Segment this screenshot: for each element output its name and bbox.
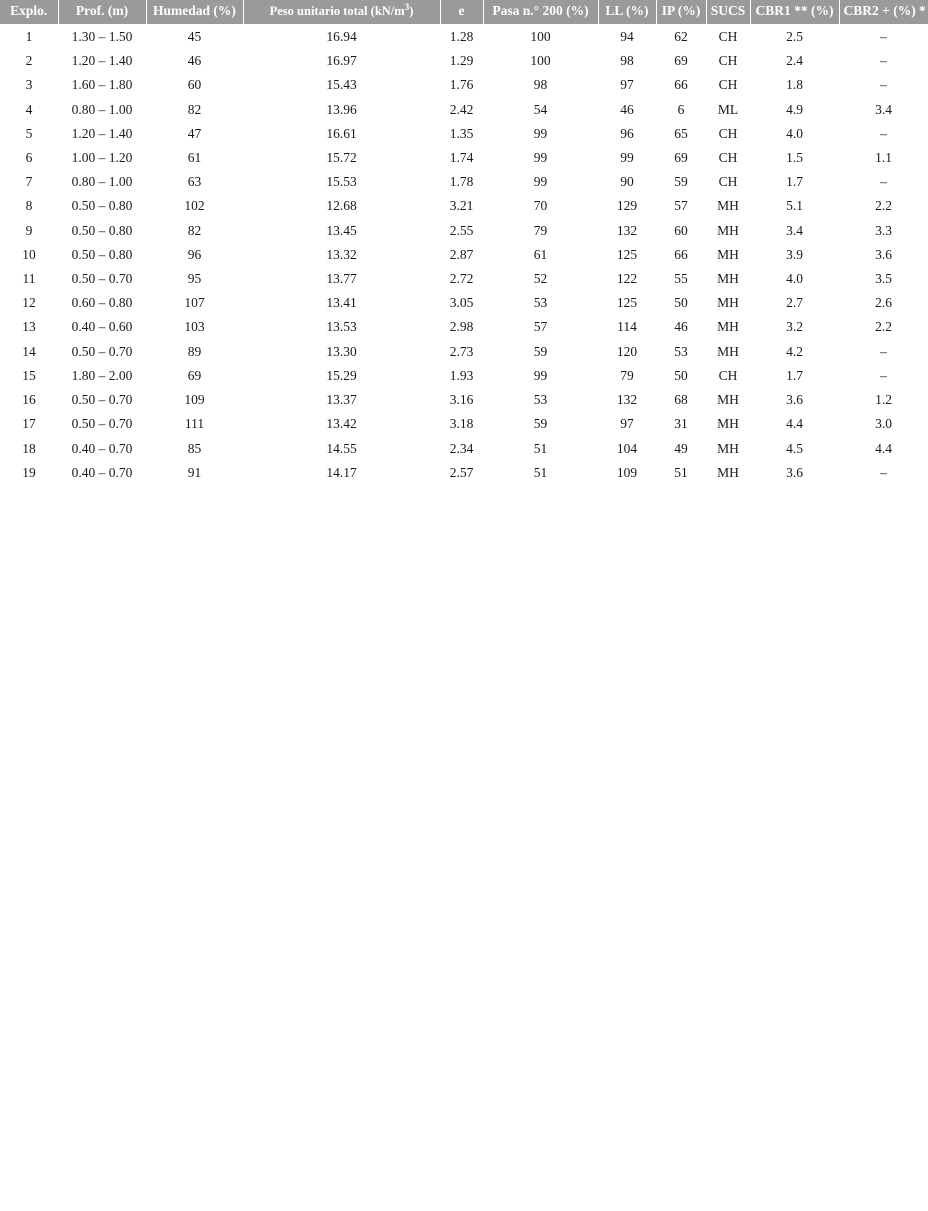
cell-humedad: 102 xyxy=(184,198,205,214)
column-header-humedad-label: Humedad (%) xyxy=(153,3,236,18)
cell-ip: 66 xyxy=(674,246,688,262)
cell-ip: 49 xyxy=(674,440,688,456)
table-row xyxy=(0,24,928,49)
cell-e: 1.93 xyxy=(449,367,474,383)
cell-peso: 12.68 xyxy=(326,198,357,214)
cell-cbr1: 1.7 xyxy=(786,367,803,383)
cell-cbr2: – xyxy=(880,464,887,480)
cell-humedad: 47 xyxy=(187,125,202,141)
cell-cbr2: – xyxy=(880,28,887,44)
cell-ip: 50 xyxy=(674,367,688,383)
cell-ll: 125 xyxy=(616,246,638,262)
cell-ll: 97 xyxy=(620,416,634,432)
column-header-ip-label: IP (%) xyxy=(661,3,701,18)
column-header-ip xyxy=(656,0,706,24)
column-header-cbr2-label: CBR2 + (%) * xyxy=(843,3,926,18)
table-row xyxy=(0,315,928,339)
cell-explo: 18 xyxy=(22,440,36,456)
cell-ll: 132 xyxy=(616,392,638,408)
table-row xyxy=(0,243,928,267)
cell-cbr2: 2.2 xyxy=(875,198,892,214)
cell-ll: 125 xyxy=(616,295,638,311)
cell-ip: 46 xyxy=(674,319,688,335)
column-header-cbr2 xyxy=(839,0,928,24)
cell-sucs: MH xyxy=(717,343,739,359)
cell-pasa: 99 xyxy=(533,125,548,141)
cell-ip: 69 xyxy=(674,53,688,69)
column-header-e xyxy=(440,0,483,24)
cell-ip: 55 xyxy=(674,271,688,287)
column-header-ll xyxy=(598,0,656,24)
column-header-peso-label-tail: ) xyxy=(409,3,414,18)
cell-explo: 19 xyxy=(22,464,36,480)
cell-ip: 6 xyxy=(677,101,685,117)
cell-humedad: 109 xyxy=(184,392,205,408)
cell-e: 1.35 xyxy=(449,125,474,141)
cell-cbr1: 4.2 xyxy=(786,343,803,359)
table-row xyxy=(0,461,928,485)
header-row xyxy=(0,0,928,24)
cell-sucs: MH xyxy=(717,295,739,311)
cell-prof: 0.50 – 0.80 xyxy=(71,222,133,238)
cell-ll: 46 xyxy=(620,101,634,117)
cell-e: 1.29 xyxy=(449,53,474,69)
cell-e: 3.16 xyxy=(449,392,474,408)
cell-pasa: 59 xyxy=(533,416,548,432)
column-header-explo xyxy=(0,0,58,24)
cell-explo: 13 xyxy=(22,319,36,335)
cell-sucs: MH xyxy=(717,392,739,408)
table-row xyxy=(0,267,928,291)
cell-ll: 120 xyxy=(616,343,638,359)
cell-ip: 69 xyxy=(674,149,688,165)
cell-prof: 1.30 – 1.50 xyxy=(71,28,133,44)
cell-peso: 14.17 xyxy=(326,464,357,480)
cell-cbr2: – xyxy=(880,53,887,69)
cell-prof: 0.50 – 0.70 xyxy=(71,343,133,359)
table-row xyxy=(0,388,928,412)
table-header xyxy=(0,0,928,24)
cell-prof: 0.40 – 0.60 xyxy=(71,319,133,335)
cell-pasa: 100 xyxy=(530,28,551,44)
cell-humedad: 111 xyxy=(184,416,205,432)
cell-cbr1: 3.6 xyxy=(786,464,803,480)
cell-ll: 96 xyxy=(620,125,634,141)
cell-peso: 13.96 xyxy=(326,101,357,117)
cell-pasa: 53 xyxy=(533,295,548,311)
soil-properties-table xyxy=(0,0,928,485)
cell-peso: 13.41 xyxy=(326,295,357,311)
cell-e: 2.73 xyxy=(449,343,474,359)
cell-pasa: 99 xyxy=(533,174,548,190)
cell-ll: 122 xyxy=(616,271,638,287)
cell-peso: 13.53 xyxy=(326,319,357,335)
cell-cbr2: 4.4 xyxy=(875,440,892,456)
cell-humedad: 60 xyxy=(187,77,202,93)
cell-humedad: 85 xyxy=(187,440,202,456)
cell-explo: 12 xyxy=(22,295,36,311)
cell-humedad: 82 xyxy=(187,101,202,117)
cell-cbr1: 2.4 xyxy=(786,53,803,69)
cell-cbr1: 4.9 xyxy=(786,101,803,117)
cell-humedad: 69 xyxy=(187,367,202,383)
cell-explo: 11 xyxy=(22,271,36,287)
table-row xyxy=(0,73,928,97)
cell-ip: 31 xyxy=(674,416,688,432)
cell-e: 1.76 xyxy=(449,77,474,93)
column-header-prof xyxy=(58,0,146,24)
cell-pasa: 53 xyxy=(533,392,548,408)
cell-explo: 9 xyxy=(25,222,33,238)
column-header-cbr1 xyxy=(750,0,839,24)
cell-ll: 104 xyxy=(616,440,638,456)
cell-pasa: 99 xyxy=(533,149,548,165)
column-header-pasa-label: Pasa n.° 200 (%) xyxy=(492,3,589,18)
cell-humedad: 63 xyxy=(187,174,202,190)
table-body xyxy=(0,24,928,485)
cell-explo: 1 xyxy=(25,28,33,44)
cell-prof: 1.80 – 2.00 xyxy=(71,367,133,383)
cell-sucs: CH xyxy=(718,174,738,190)
cell-cbr1: 2.5 xyxy=(786,28,803,44)
cell-sucs: MH xyxy=(717,319,739,335)
cell-cbr2: 3.3 xyxy=(875,222,892,238)
cell-prof: 0.50 – 0.80 xyxy=(71,246,133,262)
column-header-peso-exponent: 3 xyxy=(404,1,410,12)
cell-humedad: 89 xyxy=(187,343,202,359)
table-row xyxy=(0,291,928,315)
cell-peso: 13.37 xyxy=(326,392,357,408)
table-row xyxy=(0,170,928,194)
cell-cbr1: 3.4 xyxy=(786,222,803,238)
cell-e: 2.42 xyxy=(449,101,474,117)
cell-ip: 59 xyxy=(674,174,688,190)
cell-cbr1: 3.6 xyxy=(786,392,803,408)
cell-cbr1: 3.2 xyxy=(786,319,803,335)
cell-ip: 60 xyxy=(674,222,688,238)
cell-cbr2: 3.5 xyxy=(875,271,892,287)
cell-sucs: MH xyxy=(717,246,739,262)
cell-ll: 129 xyxy=(616,198,638,214)
cell-e: 2.57 xyxy=(449,464,474,480)
cell-ip: 50 xyxy=(674,295,688,311)
cell-e: 2.98 xyxy=(449,319,474,335)
table-row xyxy=(0,364,928,388)
cell-sucs: CH xyxy=(718,149,738,165)
cell-peso: 13.45 xyxy=(326,222,357,238)
cell-prof: 0.60 – 0.80 xyxy=(71,295,133,311)
cell-pasa: 51 xyxy=(533,440,548,456)
column-header-peso xyxy=(243,0,440,24)
cell-peso: 13.77 xyxy=(326,271,357,287)
cell-cbr1: 4.5 xyxy=(786,440,803,456)
cell-ip: 68 xyxy=(674,392,688,408)
cell-cbr2: 3.4 xyxy=(875,101,892,117)
cell-explo: 2 xyxy=(25,53,33,69)
cell-cbr2: 2.2 xyxy=(875,319,892,335)
cell-peso: 16.97 xyxy=(326,53,357,69)
cell-peso: 16.61 xyxy=(326,125,357,141)
cell-pasa: 54 xyxy=(533,101,548,117)
cell-peso: 14.55 xyxy=(326,440,357,456)
cell-sucs: CH xyxy=(718,77,738,93)
table-row xyxy=(0,122,928,146)
cell-explo: 6 xyxy=(25,149,33,165)
column-header-humedad xyxy=(146,0,243,24)
cell-prof: 0.50 – 0.70 xyxy=(71,392,133,408)
cell-ll: 114 xyxy=(617,319,637,335)
table-row xyxy=(0,437,928,461)
cell-prof: 1.00 – 1.20 xyxy=(71,149,133,165)
cell-prof: 1.60 – 1.80 xyxy=(71,77,133,93)
cell-cbr2: 3.0 xyxy=(875,416,892,432)
cell-cbr1: 1.7 xyxy=(786,174,803,190)
cell-humedad: 103 xyxy=(184,319,205,335)
cell-sucs: CH xyxy=(718,53,738,69)
cell-cbr2: – xyxy=(880,343,887,359)
cell-sucs: MH xyxy=(717,464,739,480)
cell-ll: 109 xyxy=(616,464,638,480)
cell-cbr1: 4.4 xyxy=(786,416,803,432)
cell-peso: 15.53 xyxy=(326,174,357,190)
cell-ip: 62 xyxy=(674,28,688,44)
cell-cbr1: 1.5 xyxy=(786,149,803,165)
cell-cbr2: – xyxy=(880,77,887,93)
cell-peso: 15.43 xyxy=(326,77,357,93)
cell-cbr2: 1.1 xyxy=(875,149,892,165)
cell-explo: 4 xyxy=(25,101,33,117)
cell-peso: 15.72 xyxy=(326,149,357,165)
cell-peso: 16.94 xyxy=(326,28,357,44)
column-header-cbr1-label: CBR1 ** (%) xyxy=(755,3,834,18)
cell-sucs: MH xyxy=(717,198,739,214)
cell-cbr1: 2.7 xyxy=(786,295,803,311)
cell-prof: 1.20 – 1.40 xyxy=(71,53,133,69)
cell-explo: 8 xyxy=(25,198,33,214)
cell-ll: 79 xyxy=(620,367,634,383)
cell-pasa: 79 xyxy=(533,222,548,238)
cell-humedad: 107 xyxy=(184,295,205,311)
cell-humedad: 96 xyxy=(187,246,202,262)
cell-humedad: 82 xyxy=(187,222,202,238)
cell-cbr2: – xyxy=(880,174,887,190)
cell-cbr1: 4.0 xyxy=(786,125,803,141)
cell-sucs: CH xyxy=(718,28,738,44)
cell-humedad: 91 xyxy=(187,464,202,480)
cell-explo: 3 xyxy=(25,77,33,93)
cell-prof: 0.80 – 1.00 xyxy=(71,101,133,117)
cell-ip: 65 xyxy=(674,125,688,141)
cell-peso: 13.30 xyxy=(326,343,357,359)
cell-prof: 0.50 – 0.80 xyxy=(71,198,133,214)
cell-pasa: 52 xyxy=(533,271,548,287)
cell-pasa: 61 xyxy=(533,246,548,262)
table-row xyxy=(0,412,928,436)
cell-cbr2: 1.2 xyxy=(875,392,892,408)
cell-e: 1.28 xyxy=(449,28,474,44)
cell-explo: 14 xyxy=(22,343,36,359)
cell-ip: 66 xyxy=(674,77,688,93)
table-row xyxy=(0,146,928,170)
cell-e: 2.55 xyxy=(449,222,474,238)
cell-pasa: 98 xyxy=(533,77,548,93)
column-header-ll-label: LL (%) xyxy=(605,3,649,18)
cell-e: 1.74 xyxy=(449,149,474,165)
column-header-e-label: e xyxy=(458,3,465,18)
cell-cbr2: – xyxy=(880,125,887,141)
table-row xyxy=(0,98,928,122)
column-header-explo-label: Explo. xyxy=(10,3,48,18)
cell-sucs: CH xyxy=(718,125,738,141)
cell-e: 2.72 xyxy=(449,271,474,287)
cell-humedad: 95 xyxy=(187,271,202,287)
cell-explo: 5 xyxy=(25,125,33,141)
cell-sucs: CH xyxy=(718,367,738,383)
column-header-peso-label: Peso unitario total (kN/m xyxy=(269,3,405,18)
cell-sucs: MH xyxy=(717,222,739,238)
column-header-sucs-label: SUCS xyxy=(710,3,746,18)
cell-prof: 0.40 – 0.70 xyxy=(71,440,133,456)
table-row xyxy=(0,340,928,364)
cell-explo: 7 xyxy=(25,174,33,190)
cell-cbr1: 5.1 xyxy=(786,198,803,214)
cell-ll: 97 xyxy=(620,77,634,93)
cell-ll: 94 xyxy=(620,28,634,44)
cell-e: 2.34 xyxy=(449,440,474,456)
column-header-prof-label: Prof. (m) xyxy=(75,3,129,18)
cell-ll: 90 xyxy=(620,174,634,190)
cell-cbr1: 3.9 xyxy=(786,246,803,262)
cell-peso: 13.42 xyxy=(326,416,357,432)
cell-pasa: 57 xyxy=(533,319,548,335)
table-row xyxy=(0,194,928,218)
cell-pasa: 99 xyxy=(533,367,548,383)
cell-e: 2.87 xyxy=(449,246,474,262)
cell-prof: 0.40 – 0.70 xyxy=(71,464,133,480)
cell-prof: 0.50 – 0.70 xyxy=(71,416,133,432)
cell-e: 3.05 xyxy=(449,295,474,311)
cell-explo: 10 xyxy=(22,246,36,262)
cell-ll: 98 xyxy=(620,53,634,69)
cell-pasa: 51 xyxy=(533,464,548,480)
column-header-sucs xyxy=(706,0,750,24)
cell-sucs: MH xyxy=(717,440,739,456)
cell-explo: 16 xyxy=(22,392,36,408)
cell-pasa: 70 xyxy=(533,198,548,214)
cell-prof: 1.20 – 1.40 xyxy=(71,125,133,141)
cell-cbr1: 4.0 xyxy=(786,271,803,287)
cell-ll: 132 xyxy=(616,222,638,238)
cell-ip: 51 xyxy=(674,464,688,480)
cell-humedad: 46 xyxy=(187,53,202,69)
cell-ll: 99 xyxy=(620,149,634,165)
cell-sucs: MH xyxy=(717,271,739,287)
cell-humedad: 61 xyxy=(187,149,202,165)
cell-sucs: ML xyxy=(717,101,739,117)
cell-e: 3.18 xyxy=(449,416,474,432)
cell-cbr2: – xyxy=(880,367,887,383)
cell-cbr2: 3.6 xyxy=(875,246,892,262)
cell-cbr1: 1.8 xyxy=(786,77,803,93)
cell-e: 1.78 xyxy=(449,174,474,190)
cell-peso: 13.32 xyxy=(326,246,357,262)
cell-prof: 0.50 – 0.70 xyxy=(71,271,133,287)
cell-ip: 57 xyxy=(674,198,688,214)
cell-cbr2: 2.6 xyxy=(875,295,892,311)
table-row xyxy=(0,49,928,73)
column-header-pasa xyxy=(483,0,598,24)
cell-peso: 15.29 xyxy=(326,367,357,383)
cell-pasa: 100 xyxy=(530,53,551,69)
cell-sucs: MH xyxy=(717,416,739,432)
table-row xyxy=(0,219,928,243)
cell-pasa: 59 xyxy=(533,343,548,359)
cell-prof: 0.80 – 1.00 xyxy=(71,174,133,190)
cell-explo: 17 xyxy=(22,416,36,432)
cell-e: 3.21 xyxy=(449,198,474,214)
cell-ip: 53 xyxy=(674,343,688,359)
cell-humedad: 45 xyxy=(187,28,202,44)
cell-explo: 15 xyxy=(22,367,36,383)
